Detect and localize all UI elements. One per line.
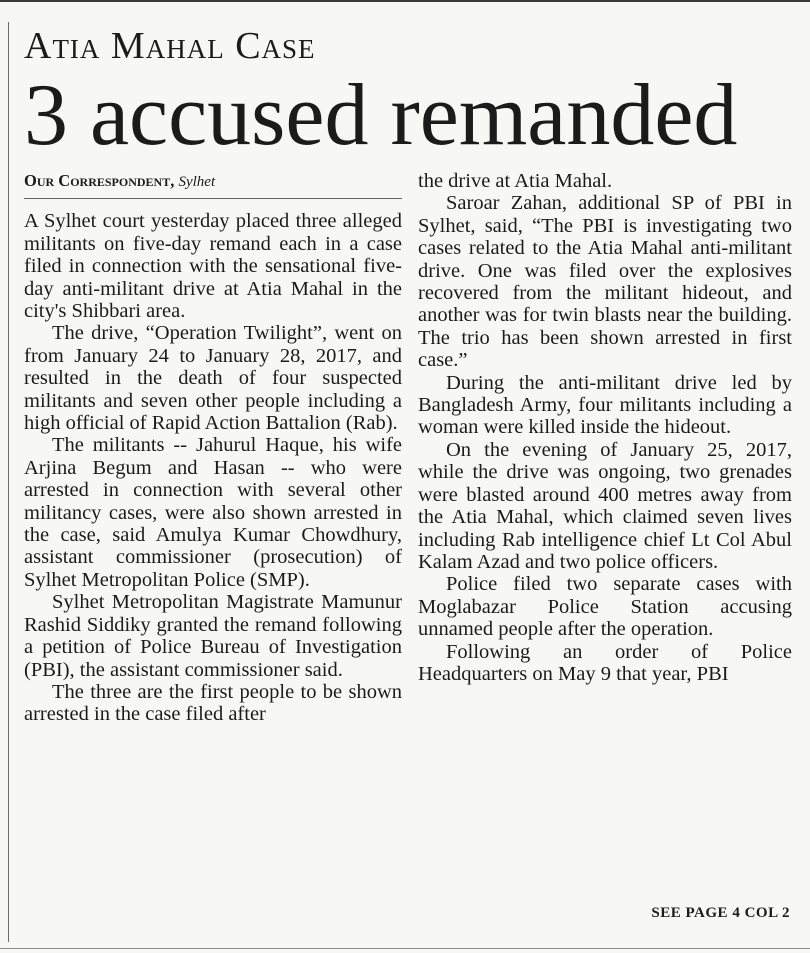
paragraph: the drive at Atia Mahal. [418,170,613,192]
byline-place: Sylhet [178,174,216,190]
bottom-rule [0,948,810,949]
top-rule [0,0,810,2]
paragraph: Sylhet Metropolitan Magistrate Mamunur Rashid Siddiky granted the remand following a petition of Police Bureau of Investigation (PBI), the assistant commissioner said. [24,591,402,681]
paragraph: Police filed two separate cases with Moglabazar Police Station accusing unnamed people after the operation. [418,573,792,641]
right-column [418,170,792,685]
paragraph: During the anti-militant drive led by Bangladesh Army, four militants including a woman were killed inside the hideout. [418,371,792,439]
paragraph: Saroar Zahan, additional SP of PBI in Sylhet, said, “The PBI is investigating two cases related to the Atia Mahal anti-militant drive. One was filed over the explosives recovered from the militant hideout, and another was for twin blasts near the building. The trio has been shown arrested in first case.” [418,192,792,372]
left-rule [8,22,9,942]
paragraph: The drive, “Operation Twilight”, went on from January 24 to January 28, 2017, and resulted in the death of four suspected militants and seven other people including a high official of Rapid Action Battalion (Rab). [24,322,402,435]
paragraph: Following an order of Police Headquarters on May 9 that year, PBI [418,640,792,685]
paragraph: The three are the first people to be shown arrested in the case filed after [24,680,402,726]
paragraph: On the evening of January 25, 2017, while the drive was ongoing, two grenades were blasted around 400 metres away from the Atia Mahal, which claimed seven lives including Rab intelligence chief Lt Col Abul Kalam Azad and two police officers. [418,438,792,573]
byline-author: Our Correspondent, [24,171,175,190]
paragraph: The militants -- Jahurul Haque, his wife Arjina Begum and Hasan -- who were arrested in connection with several other militancy cases, were also shown arrested in the case, said Amulya Kumar Chowdhury, assistant commissioner (prosecution) of Sylhet Metropolitan Police (SMP). [24,434,402,591]
kicker: Atia Mahal Case [24,25,316,67]
headline: 3 accused remanded [24,67,738,164]
byline-rule [24,198,402,199]
byline [24,170,402,192]
continuation-line: SEE PAGE 4 COL 2 [651,905,790,921]
left-column [24,170,402,726]
paragraph: A Sylhet court yesterday placed three alleged militants on five-day remand each in a case filed in connection with the sensational five-day anti-militant drive at Atia Mahal in the city's Shibbari area. [24,210,402,323]
